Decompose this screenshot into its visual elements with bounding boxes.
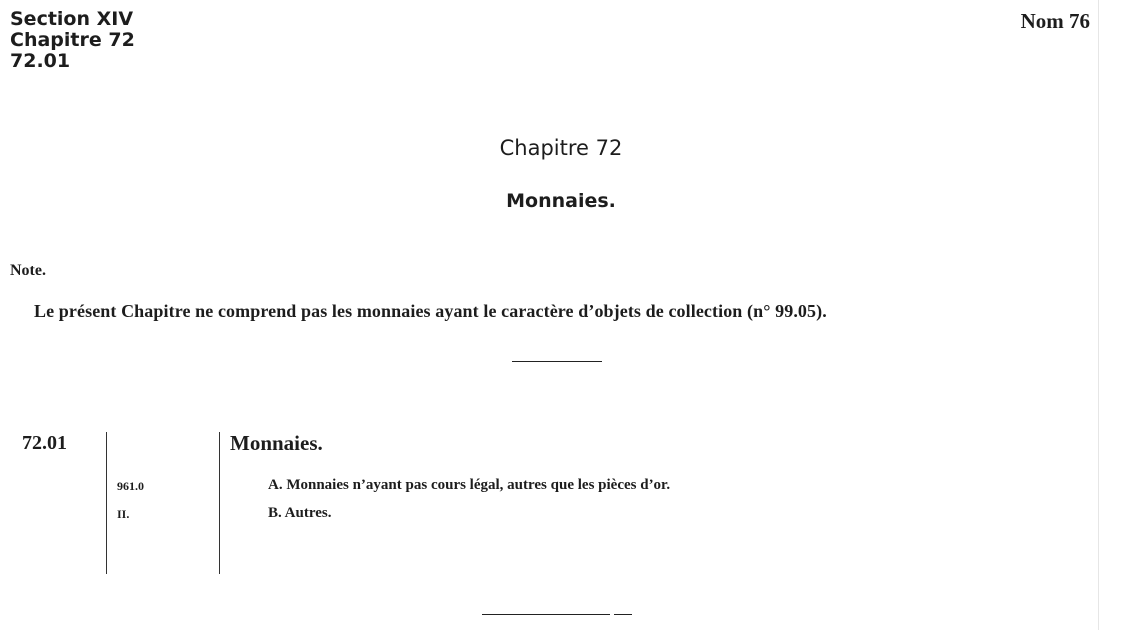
header-left-block — [10, 9, 135, 72]
entry-title: Monnaies. — [230, 431, 323, 455]
section-label: Section XIV — [10, 8, 134, 30]
heading-code-label: 72.01 — [10, 50, 71, 72]
note-text: Le présent Chapitre ne comprend pas les monnaies ayant le caractère d’objets de collection (n° 99.05). — [34, 301, 827, 321]
section-divider — [512, 361, 602, 362]
note-label: Note. — [10, 262, 46, 279]
entry-item: A. Monnaies n’ayant pas cours légal, autres que les pièces d’or. — [268, 477, 671, 493]
end-divider — [482, 614, 610, 615]
column-divider-right — [219, 432, 220, 574]
entry-item: B. Autres. — [268, 505, 332, 521]
page-reference: Nom 76 — [1020, 9, 1090, 33]
end-divider-tail — [614, 614, 632, 615]
stat-code: II. — [117, 507, 130, 521]
page-margin-edge — [1098, 0, 1099, 630]
chapter-label: Chapitre 72 — [10, 29, 135, 51]
stat-code: 961.0 — [117, 479, 144, 493]
chapter-title: Chapitre 72 — [499, 136, 623, 160]
chapter-subtitle: Monnaies. — [506, 190, 616, 212]
entry-heading-code: 72.01 — [22, 432, 67, 454]
column-divider-left — [106, 432, 107, 574]
